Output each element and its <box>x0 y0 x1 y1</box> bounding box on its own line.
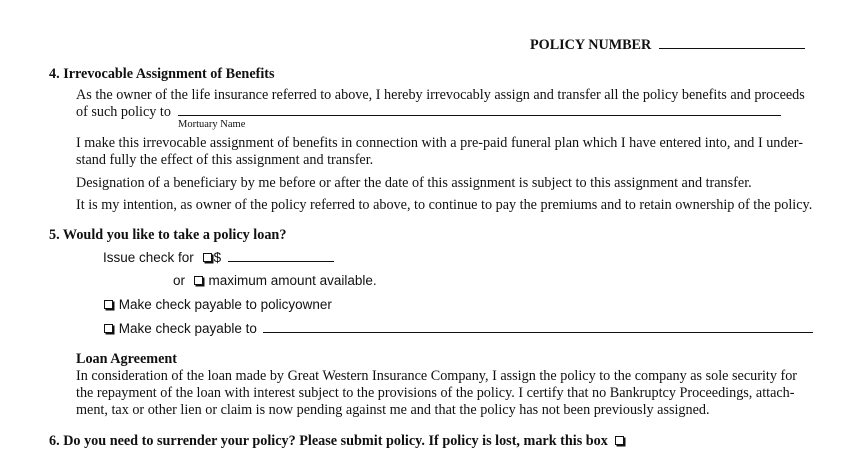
issue-check-checkbox[interactable] <box>203 253 212 262</box>
assign-to-label: of such policy to <box>76 104 171 120</box>
loan-amount-field[interactable] <box>228 249 334 262</box>
section-4-para2-line1: I make this irrevocable assignment of benefits in connection with a pre-paid funeral plan which I have entered into, and I under- <box>76 135 803 151</box>
max-amount-row <box>173 273 377 288</box>
loan-agreement-line1: In consideration of the loan made by Great Western Insurance Company, I assign the policy to the company as sole security for <box>76 368 798 384</box>
section-5-title: 5. Would you like to take a policy loan? <box>49 227 287 243</box>
loan-agreement-line2: the repayment of the loan with interest subject to the provisions of the policy. I certify that no Bankruptcy Proceedings, attach- <box>76 385 795 401</box>
section-4-para2-line2: stand fully the effect of this assignment and transfer. <box>76 152 374 168</box>
payable-policyowner-checkbox[interactable] <box>104 300 113 309</box>
section-4-para1-line1: As the owner of the life insurance referred to above, I hereby irrevocably assign and transfer all the policy benefits and proceeds <box>76 87 805 103</box>
mortuary-name-caption: Mortuary Name <box>178 119 246 130</box>
section-4-para4: It is my intention, as owner of the policy referred to above, to continue to pay the premiums and to retain ownership of the policy. <box>76 197 813 213</box>
section-6-row <box>49 432 626 450</box>
payable-to-row <box>103 320 813 336</box>
section-4-title: 4. Irrevocable Assignment of Benefits <box>49 66 275 82</box>
payee-name-field[interactable] <box>263 320 813 333</box>
policy-lost-checkbox[interactable] <box>615 436 624 445</box>
or-label: or <box>173 273 186 288</box>
policy-number-label: POLICY NUMBER <box>530 37 652 53</box>
dollar-sign: $ <box>213 250 222 265</box>
policy-number-field[interactable] <box>659 36 805 49</box>
payable-to-checkbox[interactable] <box>104 324 113 333</box>
issue-check-label: Issue check for <box>103 250 194 265</box>
payable-policyowner-row <box>103 297 332 312</box>
mortuary-name-field[interactable] <box>178 103 781 116</box>
loan-agreement-line3: ment, tax or other lien or claim is now pending against me and that the policy has not been previously assigned. <box>76 402 710 418</box>
payable-policyowner-label: Make check payable to policyowner <box>118 297 332 312</box>
max-amount-checkbox[interactable] <box>194 276 203 285</box>
max-amount-label: maximum amount available. <box>208 273 377 288</box>
loan-agreement-title: Loan Agreement <box>76 351 178 367</box>
section-6-title: 6. Do you need to surrender your policy? Please submit policy. If policy is lost, mark this box <box>49 433 608 449</box>
payable-to-label: Make check payable to <box>118 321 257 336</box>
policy-number-row <box>530 36 805 54</box>
section-4-para3: Designation of a beneficiary by me before or after the date of this assignment is subject to this assignment and transfer. <box>76 175 752 191</box>
issue-check-row <box>103 249 334 265</box>
